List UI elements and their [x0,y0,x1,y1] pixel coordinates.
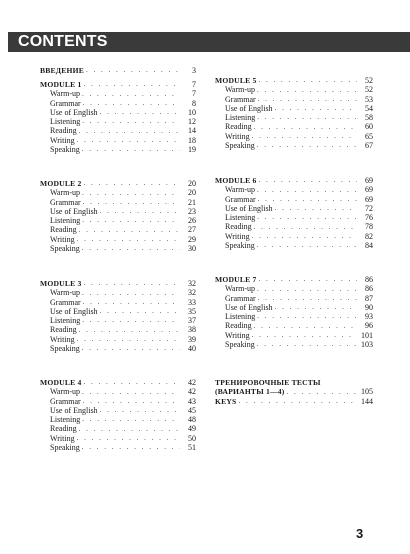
toc-heading-entry[interactable] [215,176,373,185]
toc-entry[interactable] [215,284,373,293]
toc-page-number: 86 [365,284,373,294]
dot-leader [77,136,180,145]
toc-page-number: 49 [188,424,196,434]
toc-page-number: 12 [188,117,196,127]
toc-entry-label: Grammar [50,197,81,207]
toc-page-number: 87 [365,293,373,303]
toc-page-number: 8 [192,98,196,108]
toc-entry-label: Listening [225,213,256,223]
dot-leader [77,235,180,244]
toc-entry-label: Grammar [225,94,256,104]
dot-leader [82,344,180,353]
toc-entry[interactable] [40,235,196,244]
dot-leader [82,90,180,99]
toc-entry-label: Grammar [50,396,81,406]
toc-heading-entry[interactable] [215,76,373,85]
toc-page-number: 96 [365,321,373,331]
dot-leader [82,145,180,154]
toc-entry[interactable] [40,145,196,154]
toc-entry[interactable] [215,113,373,122]
toc-section [215,76,373,150]
dot-leader [83,99,180,108]
dot-leader [82,289,180,298]
dot-leader [82,443,180,452]
dot-leader [257,312,357,321]
dot-leader [275,303,357,312]
toc-entry-label: Listening [225,113,256,123]
dot-leader [100,406,180,415]
dot-leader [258,275,357,284]
toc-entry[interactable] [40,335,196,344]
toc-page-number: 51 [188,443,196,453]
dot-leader [258,76,357,85]
dot-leader [252,132,357,141]
toc-page-number: 69 [365,185,373,195]
toc-entry-label: Writing [50,433,75,443]
dot-leader [257,340,357,349]
toc-page-number: 48 [188,415,196,425]
toc-entry[interactable] [215,222,373,231]
dot-leader [83,378,180,387]
dot-leader [258,195,357,204]
toc-entry-label: Speaking [50,443,80,453]
toc-entry-label: Warm-up [50,387,81,397]
toc-entry-label: Reading [225,222,252,232]
toc-entry[interactable] [215,185,373,194]
toc-page-number: 50 [188,433,196,443]
toc-entry-label: Writing [225,131,250,141]
toc-page-number: 82 [365,231,373,241]
toc-entry[interactable] [40,434,196,443]
toc-section [40,279,196,353]
toc-page-number: 37 [188,316,196,326]
toc-entry-label: Warm-up [225,284,256,294]
dot-leader [79,226,180,235]
toc-entry-label: Use of English [50,306,98,316]
dot-leader [82,415,180,424]
dot-leader [79,326,180,335]
toc-entry-label: Listening [50,216,81,226]
toc-page-number: 40 [188,344,196,354]
toc-page-number: 20 [188,179,196,188]
toc-entry-label: Use of English [50,206,98,216]
toc-entry-label: MODULE 2 [40,179,82,188]
dot-leader [83,179,180,188]
toc-heading-entry[interactable] [40,378,196,387]
toc-entry-label: MODULE 1 [40,80,82,89]
toc-entry[interactable] [40,117,196,126]
toc-entry-label: Speaking [225,141,255,151]
toc-entry[interactable] [40,406,196,415]
dot-leader [258,294,357,303]
toc-entry-label: Speaking [50,145,80,155]
toc-entry[interactable] [215,303,373,312]
toc-entry-label: Use of English [50,107,98,117]
dot-leader [100,108,180,117]
toc-entry-label: Reading [50,424,77,434]
toc-page-number: 3 [192,66,196,75]
dot-leader [100,207,180,216]
toc-entry-label: KEYS [215,396,237,406]
toc-entry-label: Writing [50,334,75,344]
toc-page-number: 29 [188,234,196,244]
toc-page-number: 35 [188,306,196,316]
toc-page-number: 32 [188,279,196,288]
toc-page-number: 58 [365,113,373,123]
dot-leader [254,322,357,331]
dot-leader [238,397,357,406]
dot-leader [83,198,180,207]
toc-entry[interactable] [215,232,373,241]
toc-page-number: 42 [188,378,196,387]
toc-entry[interactable] [215,141,373,150]
dot-leader [83,397,180,406]
toc-entry-label: ВВЕДЕНИЕ [40,66,84,75]
toc-entry-label: Reading [50,126,77,136]
toc-page-number: 21 [188,197,196,207]
dot-leader [77,335,180,344]
dot-leader [257,141,357,150]
contents-header-bar [8,32,410,52]
toc-heading-entry[interactable] [40,66,196,75]
toc-page-number: 10 [188,107,196,117]
toc-section [40,179,196,253]
toc-entry[interactable] [215,104,373,113]
toc-entry-label: MODULE 7 [215,275,257,284]
dot-leader [257,241,357,250]
toc-section [215,275,373,349]
toc-entry-label: Grammar [225,293,256,303]
toc-page-number: 39 [188,334,196,344]
toc-page-number: 103 [361,340,373,350]
toc-entry[interactable] [215,294,373,303]
dot-leader [275,104,357,113]
toc-page-number: 86 [365,275,373,284]
toc-entry-label: (ВАРИАНТЫ 1—4) [215,387,285,397]
toc-entry[interactable] [215,321,373,330]
toc-section [215,176,373,250]
toc-page-number: 65 [365,131,373,141]
toc-page-number: 72 [365,203,373,213]
toc-entry-label: Listening [50,117,81,127]
toc-entry[interactable] [40,99,196,108]
toc-page-number: 78 [365,222,373,232]
toc-entry[interactable] [40,89,196,98]
toc-section [40,378,196,452]
toc-entry-label: Speaking [225,340,255,350]
toc-entry-label: Warm-up [225,85,256,95]
toc-entry[interactable] [215,312,373,321]
toc-heading-entry[interactable] [215,397,373,406]
toc-page-number: 60 [365,122,373,132]
dot-leader [83,298,180,307]
dot-leader [82,216,180,225]
toc-entry-label: Reading [225,122,252,132]
toc-page-number: 43 [188,396,196,406]
toc-entry[interactable] [40,397,196,406]
toc-page-number: 69 [365,176,373,185]
toc-entry-label: Grammar [225,194,256,204]
toc-entry[interactable] [215,132,373,141]
toc-page-number: 76 [365,213,373,223]
toc-section [40,80,196,154]
page-number: 3 [356,526,364,541]
toc-page-number: 32 [188,288,196,298]
dot-leader [257,285,357,294]
toc-entry-label: Reading [50,225,77,235]
toc-page-number: 27 [188,225,196,235]
toc-section [40,66,196,75]
dot-leader [252,331,357,340]
toc-entry[interactable] [40,288,196,297]
toc-entry-label: Speaking [50,244,80,254]
toc-entry[interactable] [40,344,196,353]
toc-page-number: 52 [365,85,373,95]
toc-entry[interactable] [215,340,373,349]
toc-page-number: 26 [188,216,196,226]
contents-title: CONTENTS [18,33,108,50]
toc-page-number: 144 [361,396,373,406]
toc-entry-label: Writing [50,135,75,145]
toc-page-number: 53 [365,94,373,104]
dot-leader [257,186,357,195]
toc-page-number: 18 [188,135,196,145]
toc-entry[interactable] [215,122,373,131]
toc-entry-label: Warm-up [50,89,81,99]
toc-page-number: 90 [365,302,373,312]
toc-entry[interactable] [215,331,373,340]
toc-entry-label: Listening [50,316,81,326]
dot-leader [79,425,180,434]
toc-page-number: 67 [365,141,373,151]
toc-entry[interactable] [40,207,196,216]
toc-entry-label: Grammar [50,98,81,108]
dot-leader [82,388,180,397]
toc-entry-label: Warm-up [50,288,81,298]
dot-leader [257,113,357,122]
toc-page-number: 7 [192,89,196,99]
dot-leader [254,223,357,232]
toc-entry-label: Listening [50,415,81,425]
toc-entry-label: Reading [225,321,252,331]
dot-leader [100,307,180,316]
toc-entry[interactable] [40,188,196,197]
dot-leader [82,244,180,253]
toc-entry[interactable] [40,298,196,307]
toc-heading-entry[interactable] [40,80,196,89]
toc-page-number: 19 [188,145,196,155]
toc-entry[interactable] [40,198,196,207]
toc-entry-label: MODULE 3 [40,279,82,288]
toc-page-number: 38 [188,325,196,335]
toc-entry[interactable] [40,316,196,325]
toc-entry[interactable] [40,225,196,234]
toc-entry[interactable] [215,204,373,213]
dot-leader [82,189,180,198]
toc-entry[interactable] [215,85,373,94]
toc-entry[interactable] [40,424,196,433]
toc-entry-label: Use of English [225,103,273,113]
toc-page-number: 105 [361,387,373,397]
toc-entry-label: Writing [50,234,75,244]
toc-page-number: 20 [188,188,196,198]
dot-leader [252,232,357,241]
toc-heading-entry[interactable] [40,179,196,188]
toc-entry[interactable] [40,325,196,334]
toc-entry-label: Writing [225,231,250,241]
toc-entry[interactable] [40,387,196,396]
toc-entry[interactable] [40,108,196,117]
toc-entry[interactable] [215,241,373,250]
toc-page-number: 45 [188,405,196,415]
toc-page-number: 69 [365,194,373,204]
toc-page-number: 7 [192,80,196,89]
toc-heading-entry[interactable] [215,275,373,284]
toc-entry[interactable] [40,307,196,316]
toc-entry-label: Speaking [50,344,80,354]
toc-entry-label: Writing [225,330,250,340]
toc-entry[interactable] [40,126,196,135]
toc-page-number: 52 [365,76,373,85]
dot-leader [83,279,180,288]
dot-leader [86,66,180,75]
toc-entry-label: Use of English [225,203,273,213]
toc-entry-label: Reading [50,325,77,335]
toc-entry[interactable] [40,136,196,145]
toc-entry-label: Grammar [50,297,81,307]
toc-entry[interactable] [40,244,196,253]
toc-entry[interactable] [215,95,373,104]
toc-entry-label: Use of English [225,302,273,312]
dot-leader [79,127,180,136]
dot-leader [77,434,180,443]
toc-entry-label: Listening [225,312,256,322]
toc-heading-entry[interactable] [215,387,373,396]
toc-entry[interactable] [215,195,373,204]
dot-leader [83,80,180,89]
dot-leader [275,204,357,213]
toc-heading-entry[interactable] [215,378,373,387]
dot-leader [286,388,357,397]
toc-page-number: 23 [188,206,196,216]
toc-entry[interactable] [215,213,373,222]
toc-page-number: 84 [365,241,373,251]
toc-entry-label: MODULE 5 [215,76,257,85]
toc-entry[interactable] [40,216,196,225]
dot-leader [258,176,357,185]
toc-page-number: 54 [365,103,373,113]
toc-entry-label: Warm-up [225,185,256,195]
dot-leader [257,86,357,95]
toc-entry-label: MODULE 6 [215,176,257,185]
toc-entry[interactable] [40,443,196,452]
dot-leader [257,213,357,222]
dot-leader [254,123,357,132]
toc-entry[interactable] [40,415,196,424]
toc-entry-label: ТРЕНИРОВОЧНЫЕ ТЕСТЫ [215,378,321,387]
toc-entry-label: Warm-up [50,188,81,198]
toc-heading-entry[interactable] [40,279,196,288]
toc-page-number: 30 [188,244,196,254]
toc-page-number: 101 [361,330,373,340]
toc-section [215,378,373,406]
toc-page-number: 93 [365,312,373,322]
dot-leader [82,117,180,126]
toc-page-number: 14 [188,126,196,136]
dot-leader [258,95,357,104]
toc-page-number: 42 [188,387,196,397]
toc-entry-label: MODULE 4 [40,378,82,387]
toc-entry-label: Use of English [50,405,98,415]
toc-page-number: 33 [188,297,196,307]
toc-entry-label: Speaking [225,241,255,251]
dot-leader [82,316,180,325]
